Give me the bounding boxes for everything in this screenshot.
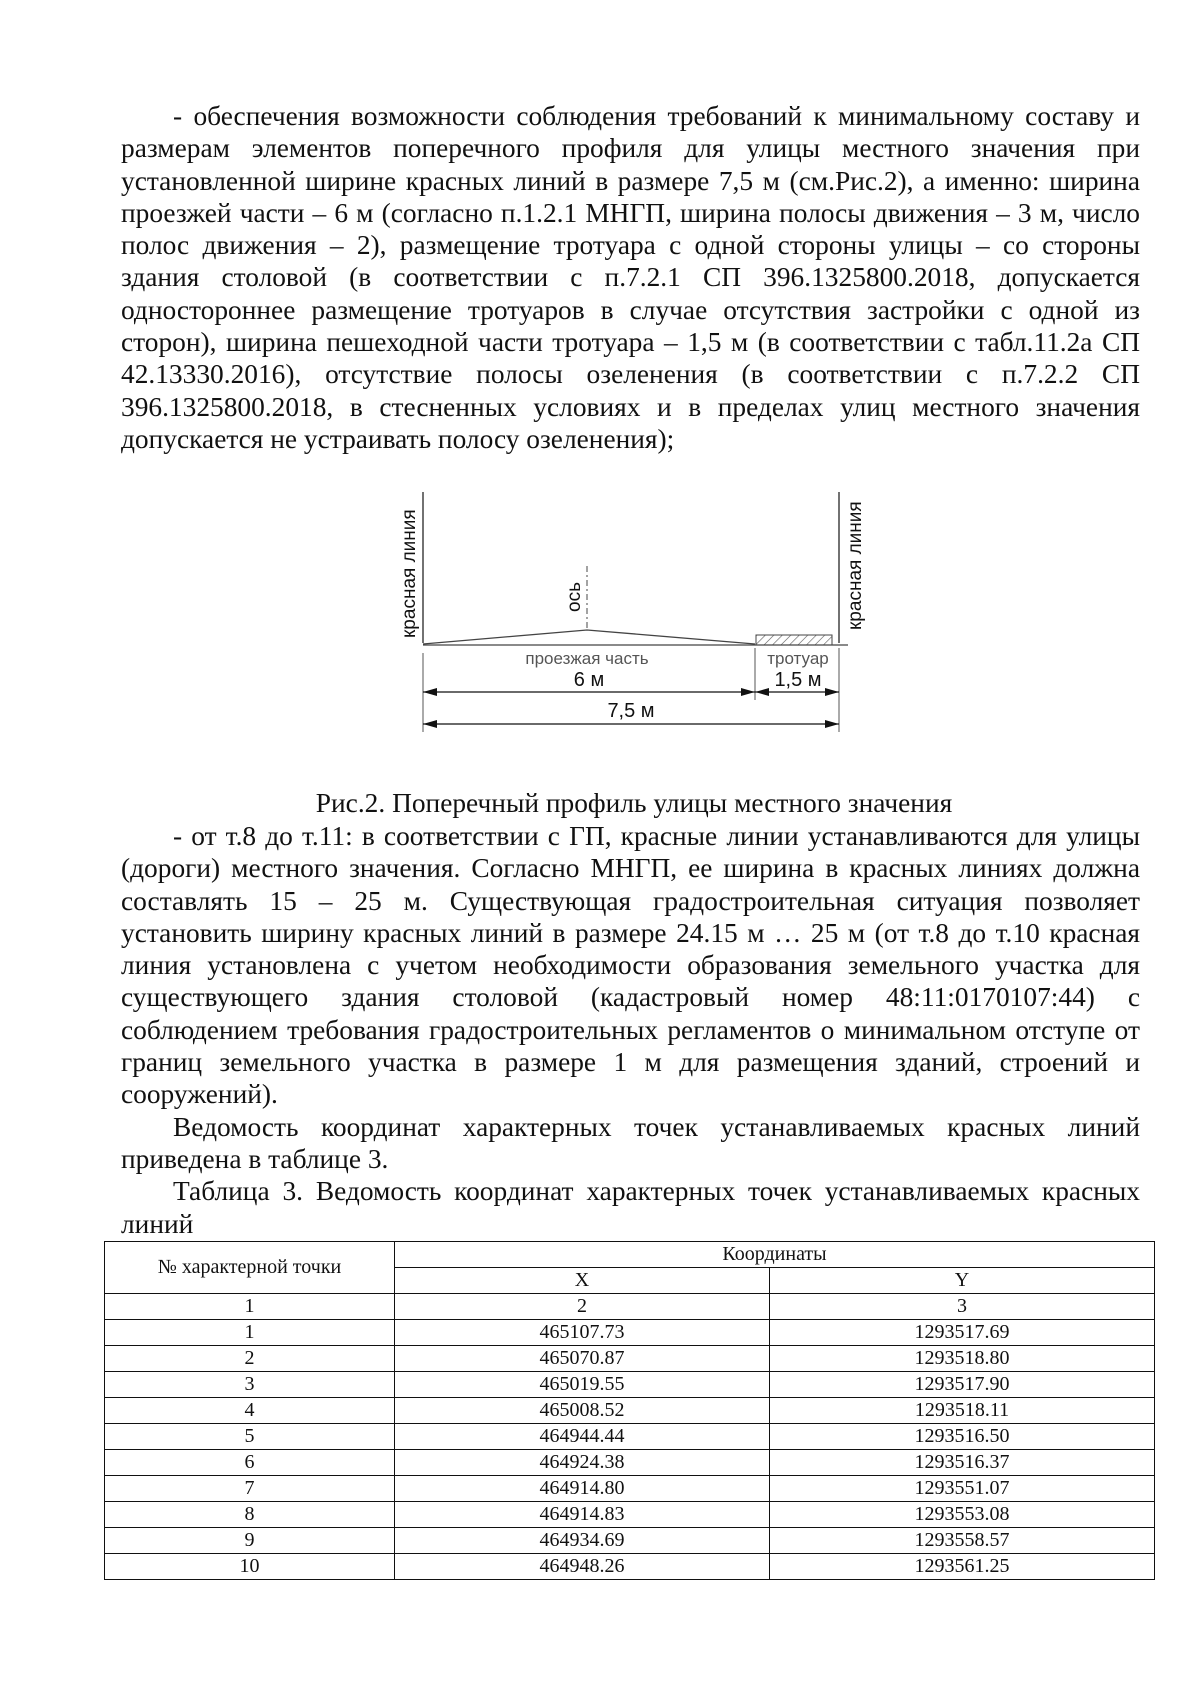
- roadway-profile: [423, 630, 755, 644]
- x-coordinate-cell: 465008.52: [395, 1398, 770, 1424]
- x-coordinate-cell: 464924.38: [395, 1450, 770, 1476]
- table-row: [105, 1346, 1155, 1372]
- table-row: [105, 1320, 1155, 1346]
- point-number-cell: 10: [105, 1554, 395, 1580]
- point-number-cell: 8: [105, 1502, 395, 1528]
- y-coordinate-cell: 1293551.07: [770, 1476, 1155, 1502]
- y-coordinate-cell: 1293517.69: [770, 1320, 1155, 1346]
- point-number-cell: 3: [105, 1372, 395, 1398]
- y-coordinate-cell: 1293561.25: [770, 1554, 1155, 1580]
- table-row: [105, 1528, 1155, 1554]
- point-number-cell: 4: [105, 1398, 395, 1424]
- point-number-cell: 1: [105, 1320, 395, 1346]
- figure-caption: Рис.2. Поперечный профиль улицы местного значения: [315, 788, 953, 818]
- roadway-label: проезжая часть: [525, 649, 649, 668]
- x-coordinate-cell: 464944.44: [395, 1424, 770, 1450]
- header-y: Y: [770, 1268, 1155, 1294]
- point-number-cell: 9: [105, 1528, 395, 1554]
- table-row: [105, 1398, 1155, 1424]
- x-coordinate-cell: 464914.80: [395, 1476, 770, 1502]
- axis-label: ось: [564, 582, 585, 612]
- x-coordinate-cell: 464948.26: [395, 1554, 770, 1580]
- point-number-cell: 5: [105, 1424, 395, 1450]
- y-coordinate-cell: 1293518.80: [770, 1346, 1155, 1372]
- point-number-cell: 7: [105, 1476, 395, 1502]
- x-coordinate-cell: 465070.87: [395, 1346, 770, 1372]
- table-row: [105, 1450, 1155, 1476]
- column-number: 2: [395, 1294, 770, 1320]
- point-number-cell: 2: [105, 1346, 395, 1372]
- column-number: 1: [105, 1294, 395, 1320]
- y-coordinate-cell: 1293516.50: [770, 1424, 1155, 1450]
- table-caption: Таблица 3. Ведомость координат характерных точек устанавливаемых красных линий: [121, 1176, 1140, 1239]
- table-row: [105, 1372, 1155, 1398]
- paragraph-block: [121, 820, 1140, 1240]
- table-header-row: [105, 1242, 1155, 1268]
- header-x: X: [395, 1268, 770, 1294]
- paragraph-1-text: - обеспечения возможности соблюдения требований к минимальному составу и размерам элементов поперечного профиля для улицы местного значения при установленной ширине красных линий в размере 7,5 м (см.Рис.2), а именно: ширина проезжей части – 6 м (согласно п.1.2.1 МНГП, ширина полосы движения – 3 м, число полос движения – 2), размещение тротуара с одной стороны улицы – со стороны здания столовой (в соответствии с п.7.2.1 СП 396.1325800.2018, допускается одностороннее размещение тротуаров в случае отсутствия застройки с одной из сторон), ширина пешеходной части тротуара – 1,5 м (в соответствии с табл.11.2а СП 42.13330.2016), отсутствие полосы озеленения (в соответствии с п.7.2.2 СП 396.1325800.2018, в стесненных условиях и в пределах улиц местного значения допускается не устраивать полосу озеленения);: [121, 101, 1140, 454]
- column-number: 3: [770, 1294, 1155, 1320]
- paragraph-2-text: - от т.8 до т.11: в соответствии с ГП, красные линии устанавливаются для улицы (дороги) местного значения. Согласно МНГП, ее ширина в красных линиях должна составлять 15 – 25 м. Существующая градостроительная ситуация позволяет установить ширину красных линий в размере 24.15 м … 25 м (от т.8 до т.10 красная линия установлена с учетом необходимости образования земельного участка для существующего здания столовой (кадастровый номер 48:11:0170107:44) с соблюдением требования градостроительных регламентов о минимальном отступе от границ земельного участка в размере 1 м для размещения зданий, строений и сооружений).: [121, 821, 1140, 1110]
- y-coordinate-cell: 1293553.08: [770, 1502, 1155, 1528]
- paragraph-requirements: [121, 100, 1140, 455]
- red-line-left-label: красная линия: [399, 509, 420, 638]
- y-coordinate-cell: 1293558.57: [770, 1528, 1155, 1554]
- x-coordinate-cell: 464934.69: [395, 1528, 770, 1554]
- header-point-number: № характерной точки: [105, 1242, 395, 1294]
- y-coordinate-cell: 1293518.11: [770, 1398, 1155, 1424]
- dimension-sidewalk-label: 1,5 м: [774, 669, 822, 691]
- table-column-numbers-row: [105, 1294, 1155, 1320]
- x-coordinate-cell: 465019.55: [395, 1372, 770, 1398]
- table-row: [105, 1424, 1155, 1450]
- coordinates-table: [104, 1241, 1155, 1580]
- table-row: [105, 1502, 1155, 1528]
- x-coordinate-cell: 465107.73: [395, 1320, 770, 1346]
- header-coordinates: Координаты: [395, 1242, 1155, 1268]
- sidewalk-label: тротуар: [767, 649, 829, 668]
- y-coordinate-cell: 1293516.37: [770, 1450, 1155, 1476]
- red-line-right-label: красная линия: [845, 501, 866, 630]
- dimension-total-label: 7,5 м: [607, 700, 655, 722]
- y-coordinate-cell: 1293517.90: [770, 1372, 1155, 1398]
- sidewalk-block: [756, 635, 832, 645]
- table-row: [105, 1476, 1155, 1502]
- x-coordinate-cell: 464914.83: [395, 1502, 770, 1528]
- table-row: [105, 1554, 1155, 1580]
- point-number-cell: 6: [105, 1450, 395, 1476]
- paragraph-3-text: Ведомость координат характерных точек устанавливаемых красных линий приведена в таблице 3.: [121, 1111, 1140, 1174]
- dimension-roadway-label: 6 м: [573, 669, 605, 691]
- cross-section-figure: [370, 470, 870, 760]
